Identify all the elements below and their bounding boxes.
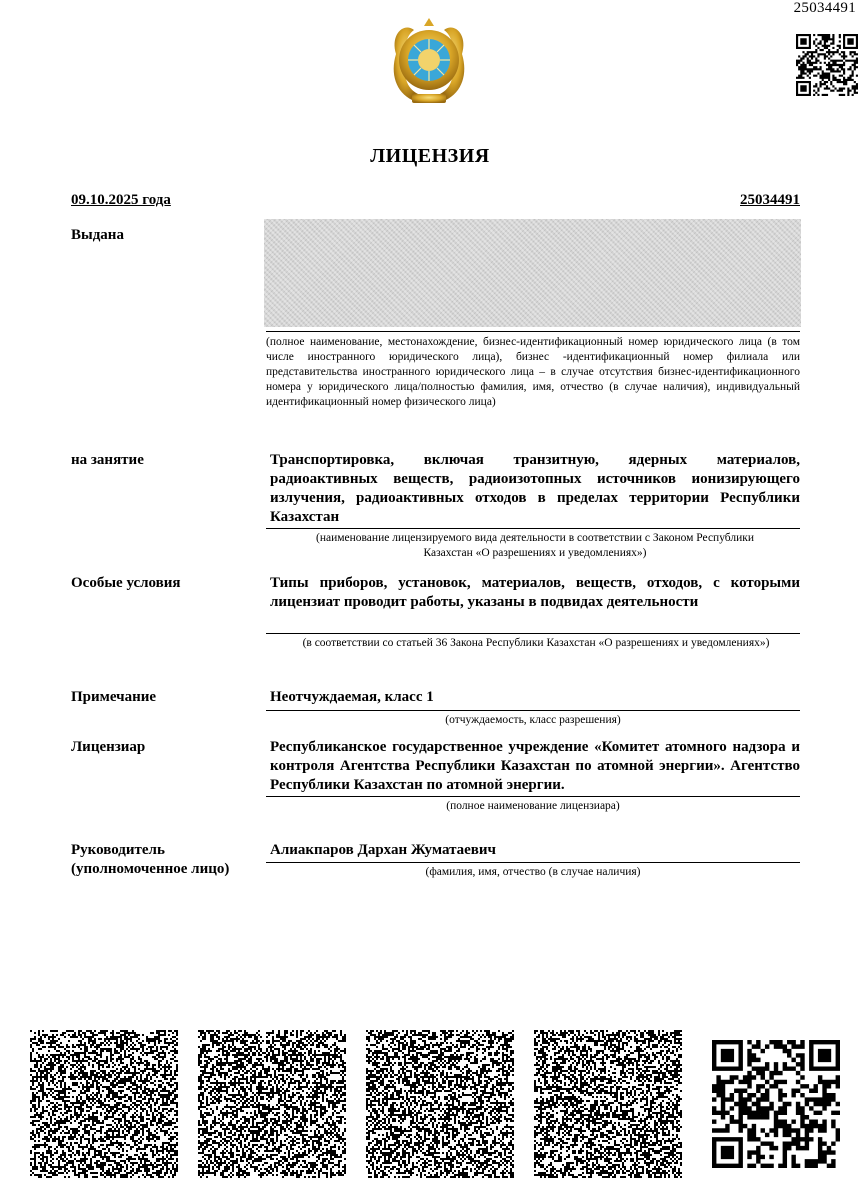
conditions-value: Типы приборов, установок, материалов, веществ, отходов, с которыми лицензиат проводит работы, указаны в подвидах деятельности	[270, 575, 800, 610]
redacted-area	[264, 219, 801, 327]
note-hint: (отчуждаемость, класс разрешения)	[445, 714, 621, 726]
barcode-icon	[366, 1030, 514, 1178]
conditions-rule	[266, 633, 800, 634]
note-rule	[266, 710, 800, 711]
issued-hint: (полное наименование, местонахождение, бизнес-идентификационный номер юридического лица (в том числе иностранного юридического лица), бизнес -идентификационный номер филиала или представительства иностранного юридического лица – в случае отсутствия бизнес-идентификационного номера у юридического лица/полностью фамилия, имя, отчество (в случае наличия), индивидуальный идентификационный номер физического лица)	[266, 336, 800, 408]
licensor-hint: (полное наименование лицензиара)	[446, 800, 620, 812]
head-label	[71, 841, 229, 879]
licensor-rule	[266, 796, 800, 797]
activity-label: на занятие	[71, 452, 144, 468]
activity-hint: (наименование лицензируемого вида деятельности в соответствии с Законом Республики Казахстан «О разрешениях и уведомлениях»)	[316, 532, 754, 559]
issued-rule	[266, 331, 800, 332]
activity-value: Транспортировка, включая транзитную, ядерных материалов, радиоактивных веществ, радиоизотопных источников ионизирующего излучения, радиоактивных отходов в пределах территории Республики Казахстан	[270, 452, 800, 525]
activity-rule	[266, 528, 800, 529]
qr-code-icon	[712, 1040, 840, 1168]
head-label-line1: Руководитель	[71, 842, 165, 858]
licensor-value: Республиканское государственное учреждение «Комитет атомного надзора и контроля Агентства Республики Казахстан по атомной энергии». Агентство Республики Казахстан по атомной энергии.	[270, 739, 800, 793]
head-label-line2: (уполномоченное лицо)	[71, 861, 230, 877]
note-value: Неотчуждаемая, класс 1	[270, 689, 434, 705]
barcode-icon	[534, 1030, 682, 1178]
document-title: ЛИЦЕНЗИЯ	[370, 145, 490, 167]
barcode-icon	[30, 1030, 178, 1178]
note-label: Примечание	[71, 689, 157, 705]
head-hint: (фамилия, имя, отчество (в случае наличия)	[425, 866, 641, 878]
qr-code-icon	[796, 34, 858, 96]
barcode-icon	[198, 1030, 346, 1178]
kazakhstan-emblem-icon	[384, 14, 474, 106]
head-rule	[266, 862, 800, 863]
conditions-hint: (в соответствии со статьей 36 Закона Республики Казахстан «О разрешениях и уведомлениях»)	[302, 637, 770, 649]
licensor-label: Лицензиар	[71, 739, 146, 755]
issue-date: 09.10.2025 года	[71, 192, 171, 208]
license-number: 25034491	[740, 192, 800, 208]
issued-label: Выдана	[71, 227, 124, 243]
document-number-top: 25034491	[793, 0, 856, 16]
head-value: Алиакпаров Дархан Жуматаевич	[270, 842, 496, 858]
conditions-label: Особые условия	[71, 575, 181, 591]
